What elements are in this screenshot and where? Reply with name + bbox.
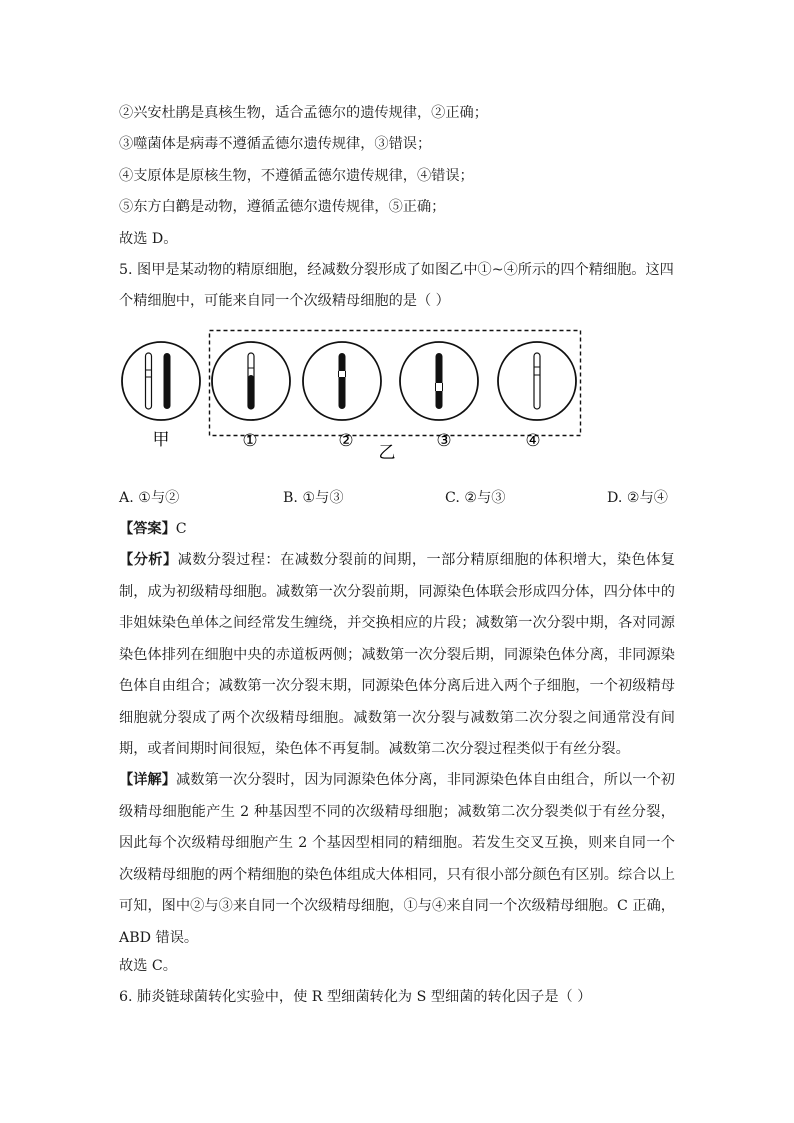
text-line: ⑤东方白鹳是动物，遵循孟德尔遗传规律，⑤正确；: [119, 199, 446, 215]
answer-line: [119, 519, 684, 539]
cell-label-3: ③: [436, 431, 452, 451]
text-line: ②兴安杜鹃是真核生物，适合孟德尔的遗传规律，②正确；: [119, 105, 488, 121]
cell-label-2: ②: [338, 431, 354, 451]
option-d: D. ②与④: [607, 490, 668, 506]
analysis-tag: 【分析】: [119, 552, 178, 568]
question-5-stem-line-2: 个精细胞中，可能来自同一个次级精母细胞的是（ ）: [119, 293, 450, 309]
question-5-stem-line-1: 5. 图甲是某动物的精原细胞，经减数分裂形成了如图乙中①~④所示的四个精细胞。这四: [119, 262, 674, 278]
cell-label-4: ④: [525, 431, 541, 451]
meiosis-figure: [0, 325, 794, 485]
group-yi-box: [210, 331, 581, 436]
detail-paragraph: [119, 765, 675, 954]
text-line: ④支原体是原核生物，不遵循孟德尔遗传规律，④错误；: [119, 168, 474, 184]
question-6-stem: 6. 肺炎链球菌转化实验中，使 R 型细菌转化为 S 型细菌的转化因子是（ ）: [119, 989, 592, 1005]
option-a: A. ①与②: [119, 490, 180, 506]
detail-tag: 【详解】: [119, 772, 177, 788]
text-line: ③噬菌体是病毒不遵循孟德尔遗传规律，③错误；: [119, 136, 432, 152]
cell-4: [498, 342, 576, 420]
cell-label-1: ①: [242, 431, 258, 451]
analysis-text: 减数分裂过程：在减数分裂前的间期，一部分精原细胞的体积增大，染色体复制，成为初级精母细胞。减数第一次分裂前期，同源染色体联会形成四分体，四分体中的非姐妹染色单体之间经常发生缠绕，并交换相应的片段；减数第一次分裂中期，各对同源染色体排列在细胞中央的赤道板两侧；减数第一次分裂后期，同源染色体分离，非同源染色体自由组合；减数第一次分裂末期，同源染色体分离后进入两个子细胞，一个初级精母细胞就分裂成了两个次级精母细胞。减数第一次分裂与减数第二次分裂之间通常没有间期，或者间期时间很短，染色体不再复制。减数第二次分裂过程类似于有丝分裂。: [119, 552, 675, 757]
label-yi: 乙: [378, 443, 396, 463]
answer-value: C: [175, 521, 187, 537]
cell-1: [212, 342, 290, 420]
analysis-paragraph: [119, 545, 675, 766]
label-jia: 甲: [152, 430, 170, 450]
cell-3: [400, 342, 478, 420]
option-c: C. ②与③: [445, 490, 506, 506]
option-b: B. ①与③: [283, 490, 344, 506]
detail-text: 减数第一次分裂时，因为同源染色体分离，非同源染色体自由组合，所以一个初级精母细胞能产生 2 种基因型不同的次级精母细胞；减数第二次分裂类似于有丝分裂，因此每个次级精母细胞产生 2 个基因型相同的精细胞。若发生交叉互换，则来自同一个次级精母细胞的两个精细胞的染色体组成大体相同，只有很小部分颜色有区别。综合以上可知，图中②与③来自同一个次级精母细胞，①与④来自同一个次级精母细胞。C 正确，ABD 错误。: [119, 772, 675, 946]
answer-tag: 【答案】: [119, 521, 176, 537]
conclusion-line: 故选 C。: [119, 958, 177, 974]
text-line: 故选 D。: [119, 231, 178, 247]
cell-2: [303, 342, 381, 420]
cell-jia: [122, 342, 200, 420]
